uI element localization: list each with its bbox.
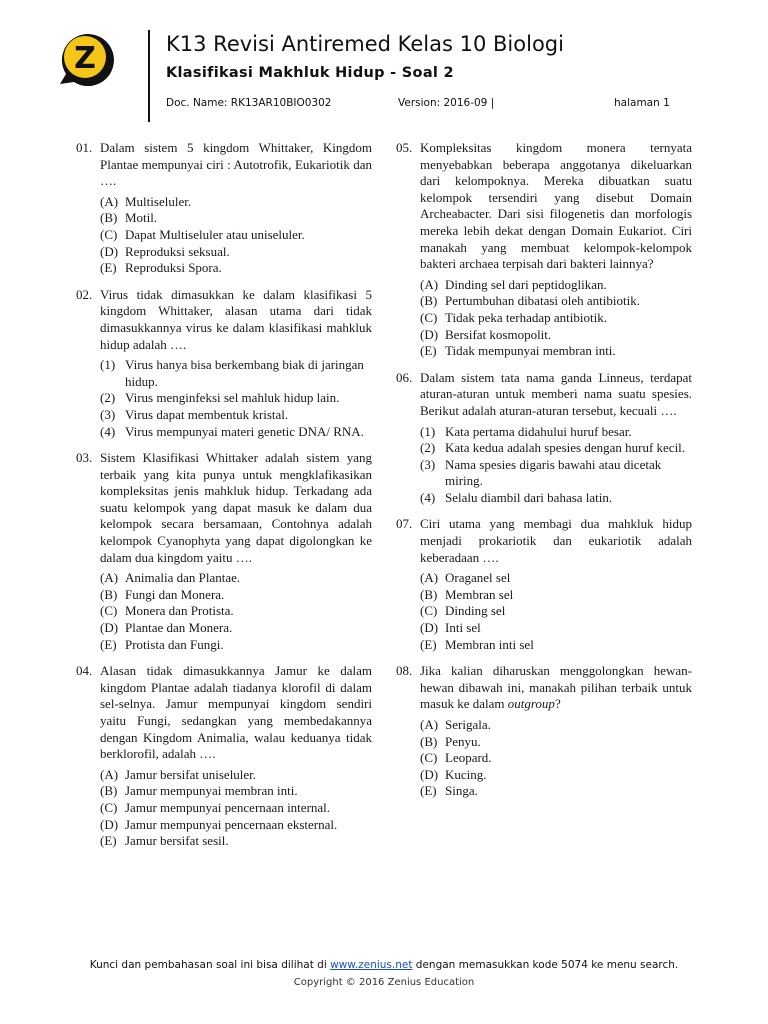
- header-divider: [148, 30, 150, 122]
- option-label: (B): [420, 733, 438, 749]
- question-text: [420, 663, 692, 713]
- option-label: (C): [100, 799, 118, 815]
- option-text: Tidak mempunyai membran inti.: [445, 343, 616, 359]
- option: [100, 767, 372, 784]
- question-08: [396, 663, 692, 800]
- option-text: Leopard.: [445, 750, 492, 766]
- option-label: (C): [420, 750, 438, 766]
- option-text: Membran sel: [445, 586, 514, 602]
- option-label: (B): [100, 586, 118, 602]
- option-label: (E): [420, 783, 437, 799]
- question-number: 08.: [396, 663, 413, 679]
- option-label: (D): [420, 620, 439, 636]
- options-list: [100, 194, 372, 277]
- option-text: Nama spesies digaris bawahi atau dicetak miring.: [445, 456, 662, 489]
- question-number: 05.: [396, 140, 413, 155]
- option-label: (A): [100, 766, 119, 782]
- options-list: [420, 424, 692, 507]
- option-label: (A): [420, 276, 439, 292]
- options-list: [420, 717, 692, 800]
- option-text: Monera dan Protista.: [125, 603, 234, 619]
- option-text: Bersifat kosmopolit.: [445, 326, 552, 342]
- option: [420, 277, 692, 294]
- option-text: Virus dapat membentuk kristal.: [125, 406, 289, 422]
- option: [100, 424, 372, 441]
- options-list: [100, 357, 372, 440]
- option: [100, 244, 372, 261]
- option-label: (3): [420, 456, 436, 472]
- zenius-link[interactable]: www.zenius.net: [330, 959, 413, 971]
- question-number: 03.: [76, 450, 93, 466]
- option-label: (D): [100, 620, 119, 636]
- option-text: Virus mempunyai materi genetic DNA/ RNA.: [125, 423, 364, 439]
- option-label: (2): [420, 440, 436, 456]
- option-text: Fungi dan Monera.: [125, 586, 225, 602]
- option-label: (B): [420, 586, 438, 602]
- question-number: 07.: [396, 516, 413, 532]
- option-label: (C): [420, 309, 438, 325]
- options-list: [420, 570, 692, 653]
- option: [420, 293, 692, 310]
- option-text: Jamur mempunyai pencernaan internal.: [125, 799, 331, 815]
- option-text: Protista dan Fungi.: [125, 636, 224, 652]
- question-text: Kompleksitas kingdom monera ternyata menyebabkan beberapa anggotanya dikeluarkan dari kelompoknya. Mereka dibuatkan suatu kelompok tersendiri yang disebut Domain Archeabacter. Dari sisi filogenetis dan morfologis mereka lebih dekat dengan Domain Eukariot. Ciri manakah yang membuat kelompok-kelompok bakteri archaea terpisah dari bakteri lainnya?: [420, 140, 692, 272]
- option-label: (4): [420, 489, 436, 505]
- option: [100, 260, 372, 277]
- option-text: Jamur mempunyai pencernaan eksternal.: [125, 816, 338, 832]
- option-label: (E): [100, 636, 117, 652]
- option: [420, 327, 692, 344]
- option: [100, 620, 372, 637]
- option-text: Animalia dan Plantae.: [125, 570, 241, 586]
- option: [420, 587, 692, 604]
- option-text: Kata pertama didahului huruf besar.: [445, 423, 632, 439]
- option-label: (B): [420, 293, 438, 309]
- question-01: [76, 140, 372, 277]
- options-list: [100, 767, 372, 850]
- options-list: [420, 277, 692, 360]
- option-text: Selalu diambil dari bahasa latin.: [445, 489, 613, 505]
- option: [420, 734, 692, 751]
- option: [420, 783, 692, 800]
- question-number: 02.: [76, 286, 93, 302]
- option-label: (3): [100, 406, 116, 422]
- option: [100, 783, 372, 800]
- option-label: (C): [100, 226, 118, 242]
- option-text: Virus hanya bisa berkembang biak di jaringan hidup.: [125, 357, 364, 389]
- option-label: (E): [100, 260, 117, 276]
- option: [100, 194, 372, 211]
- page-title: K13 Revisi Antiremed Kelas 10 Biologi: [166, 32, 564, 56]
- option: [100, 407, 372, 424]
- logo-letter: Z: [74, 41, 96, 76]
- option-label: (4): [100, 423, 116, 439]
- option-text: Reproduksi seksual.: [125, 243, 230, 259]
- option-label: (A): [100, 570, 119, 586]
- copyright: Copyright © 2016 Zenius Education: [293, 977, 475, 988]
- option-text: Plantae dan Monera.: [125, 620, 233, 636]
- option: [420, 343, 692, 360]
- option: [100, 800, 372, 817]
- option: [420, 424, 692, 441]
- option-text: Inti sel: [445, 620, 481, 636]
- left-column: [76, 140, 372, 850]
- option-text: Dinding sel: [445, 603, 506, 619]
- option: [420, 457, 692, 490]
- option: [100, 357, 372, 390]
- option-label: (E): [420, 636, 437, 652]
- option-text: Tidak peka terhadap antibiotik.: [445, 309, 607, 325]
- option-label: (C): [420, 603, 438, 619]
- question-07: [396, 516, 692, 653]
- option-text: Dinding sel dari peptidoglikan.: [445, 276, 607, 292]
- doc-version: Version: 2016-09 |: [398, 97, 495, 109]
- option: [420, 440, 692, 457]
- option-label: (D): [420, 326, 439, 342]
- option: [100, 637, 372, 654]
- question-03: [76, 450, 372, 653]
- option-text: Motil.: [125, 210, 158, 226]
- footer-text-post: dengan memasukkan kode 5074 ke menu search.: [412, 959, 679, 971]
- option-text: Reproduksi Spora.: [125, 260, 222, 276]
- option-text: Jamur mempunyai membran inti.: [125, 783, 298, 799]
- option: [100, 833, 372, 850]
- doc-name: Doc. Name: RK13AR10BIO0302: [166, 97, 332, 109]
- option-label: (B): [100, 783, 118, 799]
- question-05: [396, 140, 692, 360]
- option: [420, 310, 692, 327]
- footer-note: [0, 959, 768, 971]
- right-column: [396, 140, 692, 800]
- question-number: 06.: [396, 369, 413, 385]
- option-label: (2): [100, 390, 116, 406]
- question-04: [76, 663, 372, 850]
- option-label: (A): [420, 717, 439, 732]
- option-label: (D): [420, 766, 439, 782]
- option-label: (B): [100, 210, 118, 226]
- option: [420, 717, 692, 734]
- question-text-italic: outgroup: [507, 696, 555, 712]
- option-text: Dapat Multiseluler atau uniseluler.: [125, 226, 305, 242]
- question-text: Alasan tidak dimasukkannya Jamur ke dalam kingdom Plantae adalah tiadanya klorofil di dalam sel-selnya. Jamur mempunyai kingdom sendiri yaitu Fungi, sedangkan yang membedakannya dengan Kingdom Animalia, walau keduanya tidak berklorofil, adalah ….: [100, 663, 372, 762]
- option: [420, 570, 692, 587]
- question-text-main: Jika kalian diharuskan menggolongkan hewan-hewan dibawah ini, manakah pilihan terbaik untuk masuk ke dalam: [420, 663, 692, 712]
- question-text: Sistem Klasifikasi Whittaker adalah sistem yang terbaik yang kita punya untuk mengklafikasikan kompleksitas jenis mahkluk hidup. Terkadang ada suatu kelompok yang dapat masuk ke dalam dua kelompok secara bersamaan, Contohnya adalah kelompok Cyanophyta yang dapat digolongkan ke dalam dua kingdom yaitu ….: [100, 450, 372, 565]
- option: [100, 603, 372, 620]
- question-number: 04.: [76, 663, 93, 679]
- option: [100, 570, 372, 587]
- option: [100, 210, 372, 227]
- option-text: Jamur bersifat sesil.: [125, 833, 229, 849]
- option-label: (1): [420, 423, 436, 439]
- page-number: halaman 1: [614, 97, 670, 109]
- option-text: Kucing.: [445, 766, 487, 782]
- option-text: Singa.: [445, 783, 478, 799]
- option: [100, 390, 372, 407]
- option-text: Virus menginfeksi sel mahluk hidup lain.: [125, 390, 340, 406]
- footer-text-pre: Kunci dan pembahasan soal ini bisa dilihat di: [89, 959, 331, 971]
- option: [420, 767, 692, 784]
- option-text: Pertumbuhan dibatasi oleh antibiotik.: [445, 293, 640, 309]
- option-text: Kata kedua adalah spesies dengan huruf kecil.: [445, 440, 686, 456]
- option-text: Oraganel sel: [445, 570, 511, 586]
- option-label: (D): [100, 243, 119, 259]
- page-subtitle: Klasifikasi Makhluk Hidup - Soal 2: [166, 65, 454, 81]
- option-text: Penyu.: [445, 733, 481, 749]
- options-list: [100, 570, 372, 653]
- option-label: (C): [100, 603, 118, 619]
- question-text-end: ?: [554, 696, 561, 712]
- option-label: (E): [100, 833, 117, 849]
- question-text: Dalam sistem 5 kingdom Whittaker, Kingdom Plantae mempunyai ciri : Autotrofik, Eukariotik dan ….: [100, 140, 372, 189]
- option-text: Membran inti sel: [445, 636, 534, 652]
- option-label: (A): [100, 193, 119, 209]
- question-number: 01.: [76, 140, 93, 155]
- option: [420, 603, 692, 620]
- option-label: (D): [100, 816, 119, 832]
- option: [420, 637, 692, 654]
- question-text: Virus tidak dimasukkan ke dalam klasifikasi 5 kingdom Whittaker, alasan utama dari tidak dimasukkannya virus ke dalam klasifikasi mahkluk hidup adalah ….: [100, 286, 372, 352]
- option: [100, 227, 372, 244]
- option-text: Multiseluler.: [125, 193, 192, 209]
- question-06: [396, 370, 692, 507]
- option: [420, 490, 692, 507]
- option-label: (E): [420, 343, 437, 359]
- option-label: (1): [100, 357, 116, 373]
- question-02: [76, 287, 372, 440]
- option-text: Serigala.: [445, 717, 491, 732]
- option: [420, 620, 692, 637]
- option-label: (A): [420, 570, 439, 586]
- option-text: Jamur bersifat uniseluler.: [125, 766, 257, 782]
- question-text: Dalam sistem tata nama ganda Linneus, terdapat aturan-aturan untuk memberi nama suatu spesies. Berikut adalah aturan-aturan tersebut, kecuali ….: [420, 369, 692, 418]
- option: [100, 817, 372, 834]
- option: [100, 587, 372, 604]
- question-text: Ciri utama yang membagi dua mahkluk hidup menjadi prokariotik dan eukariotik adalah keberadaan ….: [420, 516, 692, 565]
- zenius-logo: [52, 30, 114, 92]
- option: [420, 750, 692, 767]
